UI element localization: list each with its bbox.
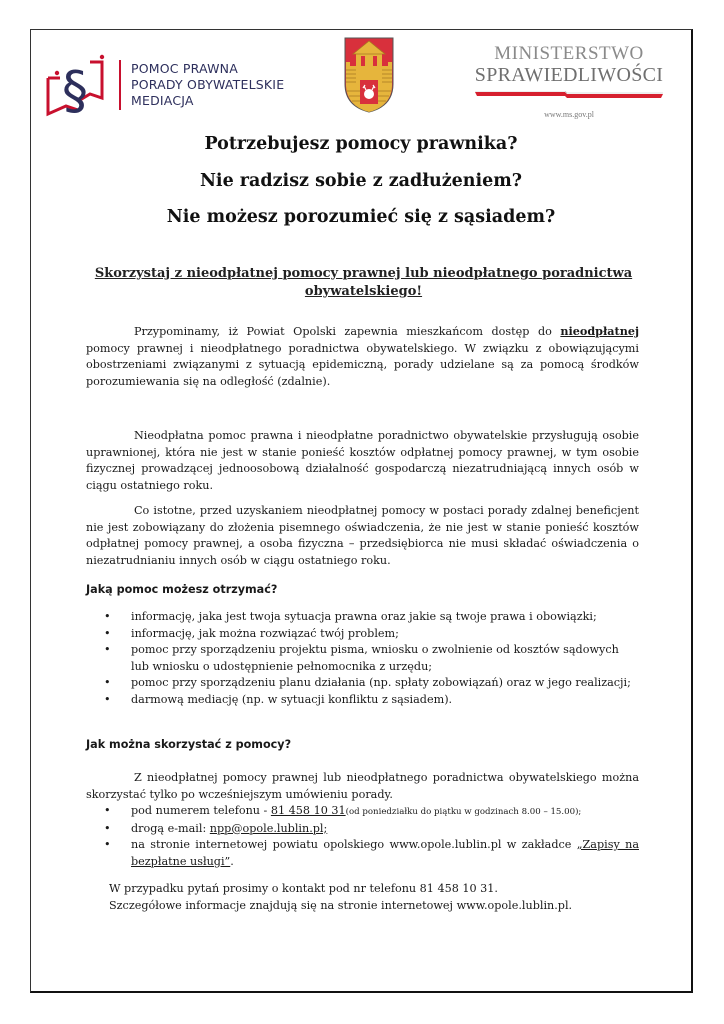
email-prefix: drogą e-mail: bbox=[131, 821, 210, 835]
paragraph-3: Co istotne, przed uzyskaniem nieodpłatnej pomocy w postaci porady zdalnej beneficjent nie jest zobowiązany do złożenia pisemnego oświadczenia, że nie jest w stanie ponieść kosztów odpłatnej pomocy prawnej, a osoba fizyczna – przedsiębiorca nie musi składać oświadczenia o niezatrudnianiu innych osób w ciągu ostatniego roku. bbox=[86, 504, 639, 567]
headline-3: Nie możesz porozumieć się z sąsiadem? bbox=[166, 207, 556, 227]
call-to-action: Skorzystaj z nieodpłatnej pomocy prawnej lub nieodpłatnego poradnictwa obywatelskiego! bbox=[94, 266, 633, 299]
list-item bbox=[86, 692, 639, 709]
p1-text-end: pomocy prawnej i nieodpłatnego poradnictwa obywatelskiego. W związku z obowiązującymi obostrzeniami związanymi z sytuacją epidemiczną, porady udzielane są za pomocą środków porozumiewania się na odległość (zdalnie). bbox=[86, 341, 639, 388]
section-heading-how-to-use: Jak można skorzystać z pomocy? bbox=[86, 738, 292, 751]
paragraph-1 bbox=[86, 323, 639, 390]
bullet-icon: • bbox=[104, 821, 111, 835]
ministry-line-1: MINISTERSTWO bbox=[494, 43, 644, 64]
headline-1: Potrzebujesz pomocy prawnika? bbox=[204, 134, 518, 154]
bullet-icon: • bbox=[104, 692, 111, 706]
contact-phone-item bbox=[86, 803, 639, 821]
document-page bbox=[30, 29, 693, 993]
paragraph-book-icon bbox=[44, 48, 116, 118]
web-tab-link[interactable]: „Zapisy na bezpłatne usługi” bbox=[131, 838, 639, 868]
bullet-icon: • bbox=[104, 838, 111, 851]
phone-prefix: pod numerem telefonu - bbox=[131, 804, 271, 817]
npp-logo bbox=[44, 48, 314, 118]
list-item bbox=[86, 626, 639, 643]
phone-hours: (od poniedziałku do piątku w godzinach 8.00 – 15.00); bbox=[345, 807, 582, 817]
bullet-icon: • bbox=[104, 610, 111, 623]
p1-emphasis: nieodpłatnej bbox=[560, 324, 639, 338]
paragraph-appointment: Z nieodpłatnej pomocy prawnej lub nieodpłatnego poradnictwa obywatelskiego można skorzystać tylko po wcześniejszym umówieniu porady. bbox=[86, 771, 639, 801]
npp-divider bbox=[119, 60, 121, 110]
help-types-list bbox=[86, 609, 639, 708]
footer-contact bbox=[109, 880, 572, 914]
ministry-url: www.ms.gov.pl bbox=[544, 110, 594, 119]
npp-line-1: POMOC PRAWNA bbox=[131, 61, 238, 76]
paragraph-2: Nieodpłatna pomoc prawna i nieodpłatne poradnictwo obywatelskie przysługują osobie uprawnionej, która nie jest w stanie ponieść kosztów odpłatnej pomocy prawnej, w tym osobie fizycznej prowadzącej jednoosobową działalność gospodarczą niezatrudniającą innych osób w ciągu ostatniego roku. bbox=[86, 429, 639, 492]
footer-line-1: W przypadku pytań prosimy o kontakt pod nr telefonu 81 458 10 31. bbox=[109, 882, 498, 895]
npp-line-2: PORADY OBYWATELSKIE bbox=[131, 77, 285, 92]
list-item bbox=[86, 675, 639, 692]
list-item-text: pomoc przy sporządzeniu planu działania (np. spłaty zobowiązań) oraz w jego realizacji; bbox=[131, 676, 631, 689]
coat-of-arms bbox=[343, 36, 395, 119]
footer-line-2: Szczegółowe informacje znajdują się na stronie internetowej www.opole.lublin.pl. bbox=[109, 899, 573, 912]
list-item-text: informację, jak można rozwiązać twój problem; bbox=[131, 626, 399, 640]
npp-line-3: MEDIACJA bbox=[131, 93, 194, 108]
flag-stripe-icon bbox=[475, 91, 663, 99]
contact-email-item bbox=[86, 821, 639, 838]
bullet-icon: • bbox=[104, 626, 111, 640]
p1-text-start: Przypominamy, iż Powiat Opolski zapewnia mieszkańcom dostęp do bbox=[134, 325, 561, 338]
npp-logo-text bbox=[131, 61, 284, 109]
ministry-logo bbox=[469, 44, 669, 119]
contact-web-item bbox=[86, 837, 639, 870]
email-link[interactable]: npp@opole.lublin.pl; bbox=[209, 821, 328, 835]
phone-link[interactable]: 81 458 10 31 bbox=[270, 804, 346, 817]
headline-2: Nie radzisz sobie z zadłużeniem? bbox=[199, 171, 523, 191]
section-heading-help-types: Jaką pomoc możesz otrzymać? bbox=[86, 583, 278, 596]
ministry-line-2: SPRAWIEDLIWOŚCI bbox=[474, 64, 664, 86]
list-item-text: pomoc przy sporządzeniu projektu pisma, wniosku o zwolnienie od kosztów sądowych lub wniosku o udostępnienie pełnomocnika z urzędu; bbox=[131, 643, 619, 673]
bullet-icon: • bbox=[104, 676, 111, 689]
web-text: na stronie internetowej powiatu opolskiego www.opole.lublin.pl w zakładce bbox=[131, 838, 577, 851]
web-end: . bbox=[230, 854, 234, 868]
list-item-text: darmową mediację (np. w sytuacji konfliktu z sąsiadem). bbox=[131, 692, 453, 706]
bullet-icon: • bbox=[104, 804, 111, 817]
svg-text:§: § bbox=[62, 61, 88, 118]
contact-methods-list bbox=[86, 803, 639, 870]
bullet-icon: • bbox=[104, 643, 111, 656]
list-item-text: informację, jaka jest twoja sytuacja prawna oraz jakie są twoje prawa i obowiązki; bbox=[131, 610, 597, 623]
list-item bbox=[86, 609, 639, 626]
coat-of-arms-icon bbox=[343, 36, 395, 114]
list-item bbox=[86, 642, 639, 675]
